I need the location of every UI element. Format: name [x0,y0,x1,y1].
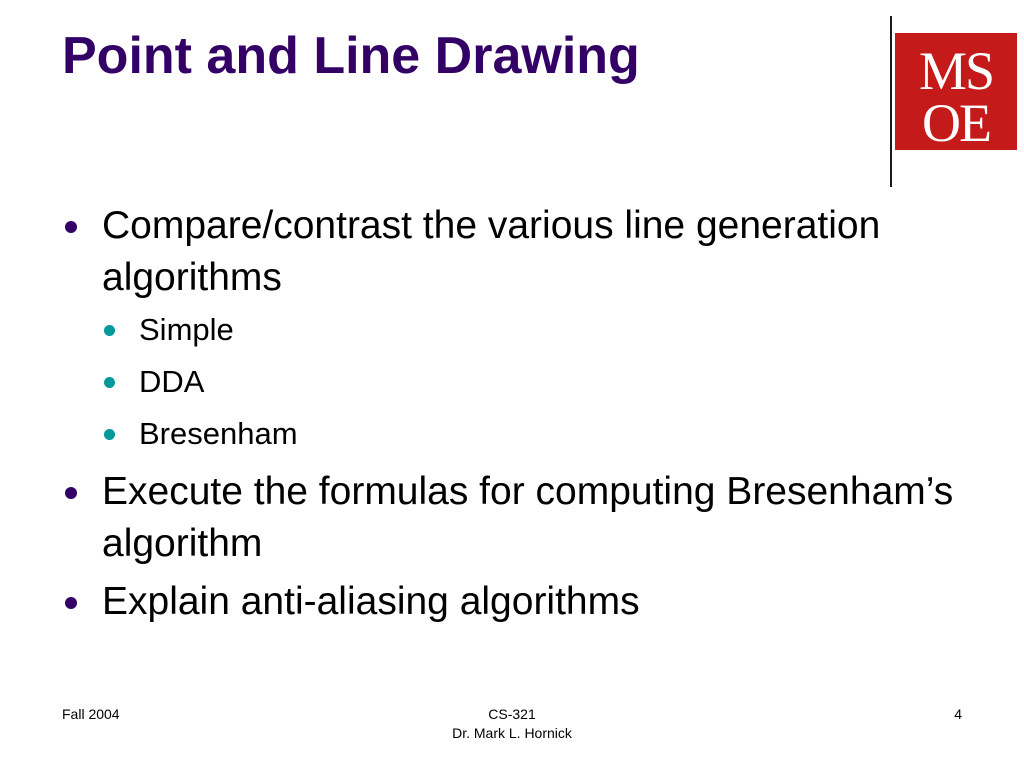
bullet-item [62,466,992,570]
header-divider [890,16,892,187]
footer-course [412,705,612,743]
bullet-dot-icon [65,487,77,499]
sub-bullet-text: DDA [139,364,205,399]
sub-bullet-item [102,362,992,402]
bullet-text: Execute the formulas for computing Bresenham’s algorithm [102,470,954,565]
sub-bullet-text: Bresenham [139,416,298,451]
bullet-list [62,200,992,634]
bullet-dot-icon [65,597,77,609]
sub-bullet-item [102,310,992,350]
sub-bullet-dot-icon [104,325,115,336]
bullet-text: Explain anti-aliasing algorithms [102,580,640,623]
sub-bullet-dot-icon [104,429,115,440]
slide-title: Point and Line Drawing [62,27,640,85]
logo-line2: OE [922,93,990,150]
sub-bullet-item [102,414,992,454]
bullet-text: Compare/contrast the various line generation algorithms [102,204,881,299]
sub-bullet-text: Simple [139,312,234,347]
msoe-logo [895,33,1017,150]
bullet-dot-icon [65,221,77,233]
footer-author: Dr. Mark L. Hornick [452,725,572,741]
sub-bullet-dot-icon [104,377,115,388]
bullet-item [62,200,992,304]
footer-course-code: CS-321 [488,706,536,722]
bullet-item [62,576,992,628]
logo-line1: MS [918,41,994,101]
slide-number: 4 [954,706,962,722]
footer-date: Fall 2004 [62,706,120,722]
